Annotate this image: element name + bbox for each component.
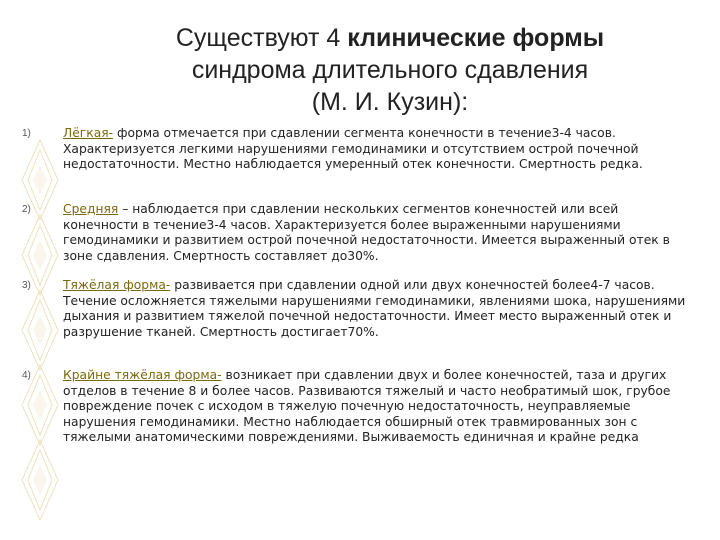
list-item-body (63, 126, 693, 173)
form-heading-medium: Средняя (63, 202, 119, 216)
title-line-1-bold: клинические формы (347, 24, 605, 52)
list-item-body (63, 278, 693, 340)
title-line-2: синдрома длительного сдавления (191, 56, 589, 84)
slide-title (120, 22, 660, 118)
list-item-number: 3) (22, 280, 31, 291)
form-description: возникает при сдавлении двух и более конечностей, таза и других отделов в течение 8 и более часов. Развиваются тяжелый и часто необратимый шок, грубое повреждение почек с исходом в тяжелую почечную недостаточность, неуправляемые нарушения гемодинамики. Местно наблюдается обширный отек травмированных зон с тяжелыми анатомическими повреждениями. Выживаемость единичная и крайне редка (63, 368, 671, 445)
list-item-number: 1) (22, 128, 31, 139)
list-item-body (63, 368, 693, 446)
title-line-1 (120, 22, 660, 54)
list-item-body (63, 202, 693, 264)
form-heading-extreme: Крайне тяжёлая форма- (63, 368, 222, 382)
title-line-3: (М. И. Кузин): (311, 88, 469, 116)
form-heading-light: Лёгкая- (63, 126, 114, 140)
form-description: развивается при сдавлении одной или двух конечностей более4-7 часов. Течение осложняется тяжелыми нарушениями гемодинамики, явлениями шока, нарушениями дыхания и развитием тяжелой почечной недостаточности. Имеет место выраженный отек и разрушение тканей. Смертность достигает70%. (63, 278, 686, 339)
form-description: – наблюдается при сдавлении нескольких сегментов конечностей или всей конечности в течение3-4 часов. Характеризуется более выраженными нарушениями гемодинамики и развитием острой почечной недостаточности. Имеется выраженный отек в зоне сдавления. Смертность составляет до30%. (63, 202, 670, 263)
title-line-1-prefix: Существуют 4 (175, 24, 348, 52)
decorative-diamond-pattern (0, 0, 120, 540)
form-description: форма отмечается при сдавлении сегмента конечности в течение3-4 часов. Характеризуется легкими нарушениями гемодинамики и отсутствием острой почечной недостаточности. Местно наблюдается умеренный отек конечности. Смертность редка. (63, 126, 643, 172)
list-item-number: 4) (22, 370, 31, 381)
list-item-number: 2) (22, 204, 31, 215)
form-heading-severe: Тяжёлая форма- (63, 278, 171, 292)
